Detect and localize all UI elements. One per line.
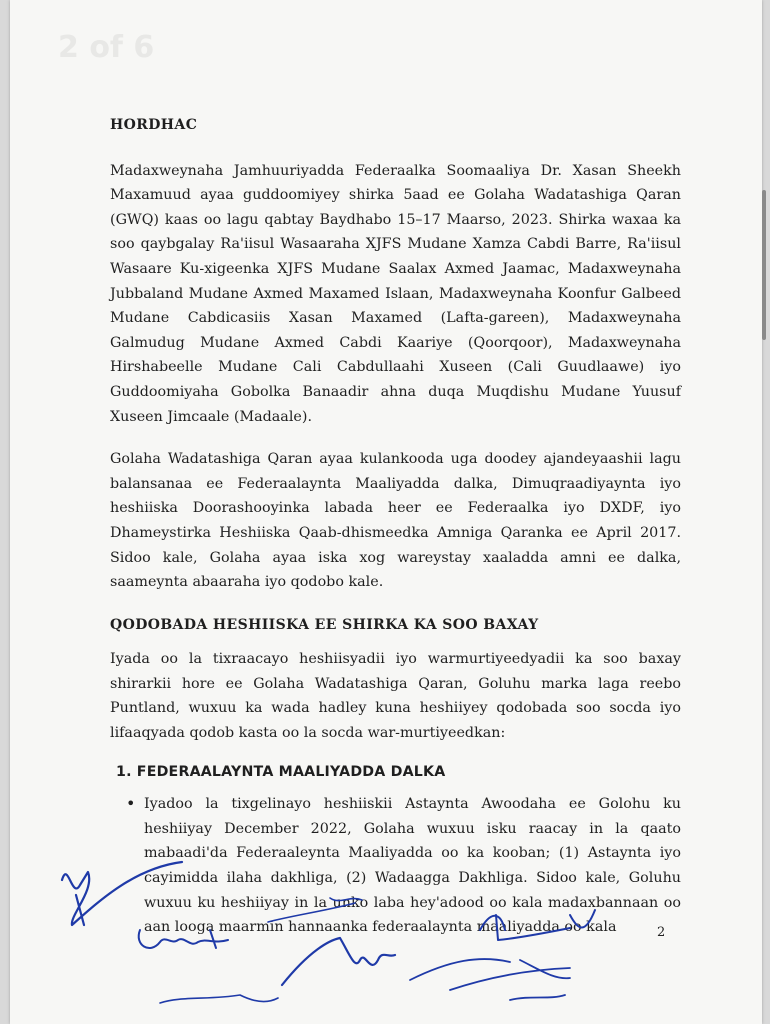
scrollbar[interactable] [762,190,766,340]
bullet-text: Iyadoo la tixgelinayo heshiiskii Astaynta Awoodaha ee Golohu ku heshiiyay December 2022, Golaha wuxuu isku raacay in la qaato mabaadi'da Federaaleynta Maaliyadda oo ka kooban; (1) Astaynta iyo cayimidda ilaha dakhliga, (2) Wadaagga Dakhliga. Sidoo kale, Goluhu wuxuu ku heshiiyay in la unko laba hey'adood oo kala madaxbannaan oo aan looga maarmin hannaanka federaalaynta maaliyadda oo kala [144,796,681,936]
signature-4 [282,938,395,985]
section-1-title: 1. FEDERAALAYNTA MAALIYADDA DALKA [116,763,446,780]
list-item [126,792,681,940]
document-body [110,113,681,940]
heading-agreement-points: QODOBADA HESHIISKA EE SHIRKA KA SOO BAXAY [110,616,539,633]
document-page [10,0,762,1024]
intro-paragraph-1: Madaxweynaha Jamhuuriyadda Federaalka Soomaaliya Dr. Xasan Sheekh Maxamuud ayaa guddoomiyey shirka 5aad ee Golaha Wadatashiga Qaran (GWQ) kaas oo lagu qabtay Baydhabo 15–17 Maarso, 2023. Shirka waxaa ka soo qaybgalay Ra'iisul Wasaaraha XJFS Mudane Xamza Cabdi Barre, Ra'iisul Wasaare Ku-xigeenka XJFS Mudane Saalax Axmed Jaamac, Madaxweynaha Jubbaland Mudane Axmed Maxamed Islaan, Madaxweynaha Koonfur Galbeed Mudane Cabdicasiis Xasan Maxamed (Lafta-gareen), Madaxweynaha Galmudug Mudane Axmed Cabdi Kaariye (Qoorqoor), Madaxweynaha Hirshabeelle Mudane Cali Cabdullaahi Xuseen (Cali Guudlaawe) iyo Guddoomiyaha Gobolka Banaadir ahna duqa Muqdishu Mudane Yuusuf Xuseen Jimcaale (Madaale). [110,162,681,425]
signature-7 [160,995,278,1003]
signature-6 [410,959,570,1000]
heading-hordhac: HORDHAC [110,117,198,133]
intro-paragraph-2: Golaha Wadatashiga Qaran ayaa kulankooda uga doodey ajandeyaashii lagu balansanaa ee Federaalaynta Maaliyadda dalka, Dimuqraadiyaynta iyo heshiiska Doorashooyinka labada heer ee Federaalka iyo DXDF, iyo Dhameystirka Heshiiska Qaab-dhismeedka Amniga Qaranka ee April 2017. Sidoo kale, Golaha ayaa iska xog wareystay xaaladda amni ee dalka, saameynta abaaraha iyo qodobo kale. [110,451,681,591]
intro-paragraph-3: Iyada oo la tixraacayo heshiisyadii iyo warmurtiyeedyadii ka soo baxay shirarkii hore ee Golaha Wadatashiga Qaran, Goluhu marka laga reebo Puntland, wuxuu ka wada hadley kuna heshiiyey qodobada soo socda iyo lifaaqyada qodob kasta oo la socda war-murtiyeedkan: [110,651,681,742]
page-counter-watermark: 2 of 6 [58,30,155,65]
page-number: 2 [657,925,666,940]
bullet-icon: • [126,794,136,814]
